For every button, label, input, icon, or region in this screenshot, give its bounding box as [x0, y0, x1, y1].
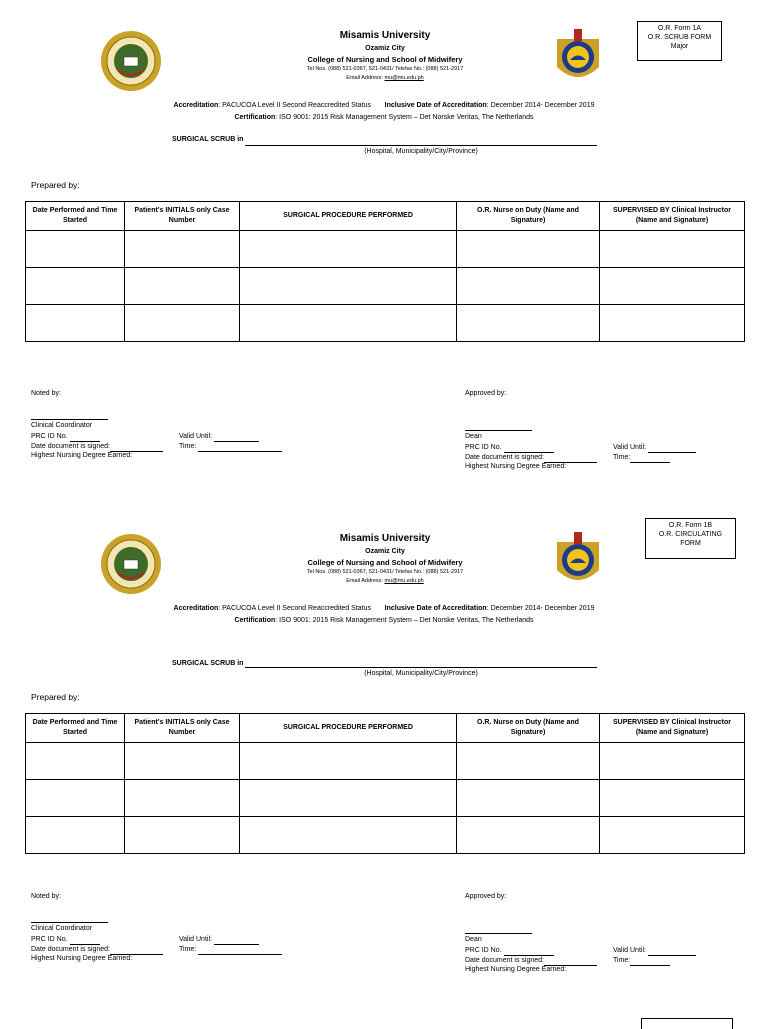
prepared-by-label: Prepared by:	[31, 692, 80, 702]
time-row	[613, 955, 670, 966]
table-cell[interactable]	[26, 231, 125, 268]
valid-until-field[interactable]	[648, 945, 696, 956]
column-header: O.R. Nurse on Duty (Name and Signature)	[457, 202, 600, 231]
nursing-college-logo	[553, 27, 603, 89]
table-row	[26, 268, 745, 305]
valid-until-row	[179, 934, 259, 945]
prc-id-field[interactable]	[70, 431, 100, 442]
nursing-college-logo	[553, 530, 603, 592]
form-code-box	[645, 518, 736, 559]
table-cell[interactable]	[125, 817, 240, 854]
table-cell[interactable]	[125, 743, 240, 780]
date-signed-label: Date document is signed:	[31, 946, 110, 953]
location-caption: (Hospital, Municipality/City/Province)	[364, 148, 478, 155]
time-label: Time:	[613, 454, 631, 461]
table-cell[interactable]	[457, 305, 600, 342]
prc-id-label: PRC ID No.	[465, 444, 502, 451]
table-cell[interactable]	[26, 305, 125, 342]
form-code-box	[637, 21, 722, 61]
form-code-line: O.R. SCRUB FORM	[647, 34, 712, 41]
highest-degree-label: Highest Nursing Degree Earned:	[31, 452, 133, 459]
table-cell[interactable]	[600, 817, 745, 854]
time-row	[179, 441, 282, 452]
accreditation-label: Accreditation	[173, 605, 219, 612]
dean-label: Dean	[465, 433, 482, 440]
table-cell[interactable]	[457, 780, 600, 817]
table-cell[interactable]	[125, 780, 240, 817]
telephone-numbers: Tel Nos. (088) 521-0367, 521-0431/ Telefax No.: (088) 521-2917	[306, 66, 464, 72]
certification-line	[0, 617, 768, 624]
prc-id-label: PRC ID No.	[465, 947, 502, 954]
approved-by-label: Approved by:	[465, 390, 507, 397]
approved-by-label: Approved by:	[465, 893, 507, 900]
table-cell[interactable]	[240, 780, 457, 817]
table-cell[interactable]	[240, 231, 457, 268]
date-signed-field[interactable]	[110, 441, 163, 452]
table-cell[interactable]	[600, 231, 745, 268]
inclusive-date-label: Inclusive Date of Accreditation	[384, 605, 487, 612]
column-header: SUPERVISED BY Clinical Instructor (Name and Signature)	[600, 714, 745, 743]
inclusive-date-value: : December 2014- December 2019	[486, 102, 595, 109]
time-field[interactable]	[630, 452, 670, 463]
column-header: SURGICAL PROCEDURE PERFORMED	[240, 714, 457, 743]
prc-id-field[interactable]	[70, 934, 100, 945]
table-cell[interactable]	[125, 231, 240, 268]
table-row	[26, 743, 745, 780]
date-signed-label: Date document is signed:	[465, 957, 544, 964]
date-signed-label: Date document is signed:	[465, 454, 544, 461]
accreditation-label: Accreditation	[173, 102, 219, 109]
date-signed-row	[465, 955, 597, 966]
noted-by-label: Noted by:	[31, 893, 61, 900]
highest-degree-label: Highest Nursing Degree Earned:	[31, 955, 133, 962]
surgical-log-table	[25, 713, 745, 854]
accreditation-value: : PACUCOA Level II Second Reaccredited Status	[218, 102, 372, 109]
dean-signature-line[interactable]	[465, 924, 532, 934]
city-name: Ozamiz City	[365, 548, 405, 555]
certification-value: : ISO 9001: 2015 Risk Management System – Det Norske Veritas, The Netherlands	[275, 114, 534, 121]
email-label: Email Address:	[346, 578, 385, 584]
university-name: Misamis University	[339, 533, 431, 544]
valid-until-label: Valid Until:	[613, 947, 646, 954]
clinical-coordinator-label: Clinical Coordinator	[31, 925, 93, 932]
table-row	[26, 305, 745, 342]
table-row	[26, 231, 745, 268]
dean-signature-line[interactable]	[465, 421, 532, 431]
date-signed-row	[465, 452, 597, 463]
time-label: Time:	[179, 946, 197, 953]
valid-until-field[interactable]	[648, 442, 696, 453]
valid-until-label: Valid Until:	[179, 433, 212, 440]
form-code-line: Major	[670, 43, 689, 50]
clinical-coordinator-label: Clinical Coordinator	[31, 422, 93, 429]
prc-id-row	[465, 442, 554, 453]
prc-id-label: PRC ID No.	[31, 936, 68, 943]
valid-until-label: Valid Until:	[613, 444, 646, 451]
prc-id-row	[31, 934, 100, 945]
table-cell[interactable]	[26, 268, 125, 305]
date-signed-label: Date document is signed:	[31, 443, 110, 450]
surgical-scrub-label: SURGICAL SCRUB in	[172, 136, 244, 143]
coordinator-signature-line[interactable]	[31, 410, 108, 420]
accreditation-value: : PACUCOA Level II Second Reaccredited Status	[218, 605, 372, 612]
highest-degree-label: Highest Nursing Degree Earned:	[465, 463, 567, 470]
college-name: College of Nursing and School of Midwifery	[307, 558, 463, 567]
time-row	[613, 452, 670, 463]
surgical-scrub-label: SURGICAL SCRUB in	[172, 660, 244, 667]
surgical-scrub-location-field[interactable]	[245, 667, 597, 668]
table-cell[interactable]	[26, 780, 125, 817]
column-header: Date Performed and Time Started	[26, 714, 125, 743]
prc-id-row	[465, 945, 554, 956]
city-name: Ozamiz City	[365, 45, 405, 52]
table-cell[interactable]	[457, 268, 600, 305]
table-cell[interactable]	[125, 268, 240, 305]
table-cell[interactable]	[600, 305, 745, 342]
table-cell[interactable]	[240, 817, 457, 854]
table-cell[interactable]	[600, 743, 745, 780]
university-name: Misamis University	[339, 30, 431, 41]
college-name: College of Nursing and School of Midwifery	[307, 55, 463, 64]
email-line	[250, 578, 520, 584]
prc-id-row	[31, 431, 100, 442]
time-label: Time:	[613, 957, 631, 964]
date-signed-row	[31, 441, 163, 452]
valid-until-row	[613, 945, 696, 956]
table-cell[interactable]	[600, 780, 745, 817]
table-cell[interactable]	[125, 305, 240, 342]
table-header-row	[26, 202, 745, 231]
column-header: Patient’s INITIALS only Case Number	[125, 202, 240, 231]
university-seal-logo	[100, 30, 162, 92]
form-1a	[0, 0, 768, 500]
table-cell[interactable]	[457, 231, 600, 268]
form-code-line: O.R. Form 1A	[657, 25, 702, 32]
certification-label: Certification	[234, 114, 276, 121]
valid-until-field[interactable]	[214, 431, 259, 442]
telephone-numbers: Tel Nos. (088) 521-0367, 521-0431/ Telefax No.: (088) 521-2917	[306, 569, 464, 575]
form-code-line: FORM	[680, 540, 701, 547]
column-header: SUPERVISED BY Clinical Instructor (Name and Signature)	[600, 202, 745, 231]
table-cell[interactable]	[240, 305, 457, 342]
date-signed-field[interactable]	[544, 955, 597, 966]
column-header: O.R. Nurse on Duty (Name and Signature)	[457, 714, 600, 743]
coordinator-signature-line[interactable]	[31, 913, 108, 923]
accreditation-line	[0, 605, 768, 612]
noted-by-label: Noted by:	[31, 390, 61, 397]
time-label: Time:	[179, 443, 197, 450]
valid-until-field[interactable]	[214, 934, 259, 945]
inclusive-date-label: Inclusive Date of Accreditation	[384, 102, 487, 109]
surgical-log-table	[25, 201, 745, 342]
table-cell[interactable]	[457, 817, 600, 854]
accreditation-line	[0, 102, 768, 109]
table-cell[interactable]	[240, 268, 457, 305]
time-field[interactable]	[198, 441, 282, 452]
time-field[interactable]	[630, 955, 670, 966]
table-row	[26, 817, 745, 854]
table-cell[interactable]	[457, 743, 600, 780]
table-cell[interactable]	[26, 743, 125, 780]
form-1b	[0, 503, 768, 1003]
certification-line	[0, 114, 768, 121]
email-link[interactable]: mu@mu.edu.ph	[384, 75, 424, 81]
highest-degree-label: Highest Nursing Degree Earned:	[465, 966, 567, 973]
form-code-line: O.R. CIRCULATING	[658, 531, 723, 538]
time-row	[179, 944, 282, 955]
column-header: SURGICAL PROCEDURE PERFORMED	[240, 202, 457, 231]
table-header-row	[26, 714, 745, 743]
table-row	[26, 780, 745, 817]
certification-label: Certification	[234, 617, 276, 624]
column-header: Patient’s INITIALS only Case Number	[125, 714, 240, 743]
prc-id-label: PRC ID No.	[31, 433, 68, 440]
prc-id-field[interactable]	[504, 442, 554, 453]
time-field[interactable]	[198, 944, 282, 955]
date-signed-row	[31, 944, 163, 955]
inclusive-date-value: : December 2014- December 2019	[486, 605, 595, 612]
location-caption: (Hospital, Municipality/City/Province)	[364, 670, 478, 677]
table-cell[interactable]	[26, 817, 125, 854]
dean-label: Dean	[465, 936, 482, 943]
valid-until-row	[613, 442, 696, 453]
column-header: Date Performed and Time Started	[26, 202, 125, 231]
table-cell[interactable]	[240, 743, 457, 780]
email-line	[250, 75, 520, 81]
form-code-line: O.R. Form 1B	[668, 522, 713, 529]
date-signed-field[interactable]	[544, 452, 597, 463]
certification-value: : ISO 9001: 2015 Risk Management System – Det Norske Veritas, The Netherlands	[275, 617, 534, 624]
prepared-by-label: Prepared by:	[31, 180, 80, 190]
valid-until-label: Valid Until:	[179, 936, 212, 943]
table-cell[interactable]	[600, 268, 745, 305]
valid-until-row	[179, 431, 259, 442]
email-label: Email Address:	[346, 75, 385, 81]
prc-id-field[interactable]	[504, 945, 554, 956]
university-seal-logo	[100, 533, 162, 595]
surgical-scrub-location-field[interactable]	[245, 145, 597, 146]
email-link[interactable]: mu@mu.edu.ph	[384, 578, 424, 584]
date-signed-field[interactable]	[110, 944, 163, 955]
